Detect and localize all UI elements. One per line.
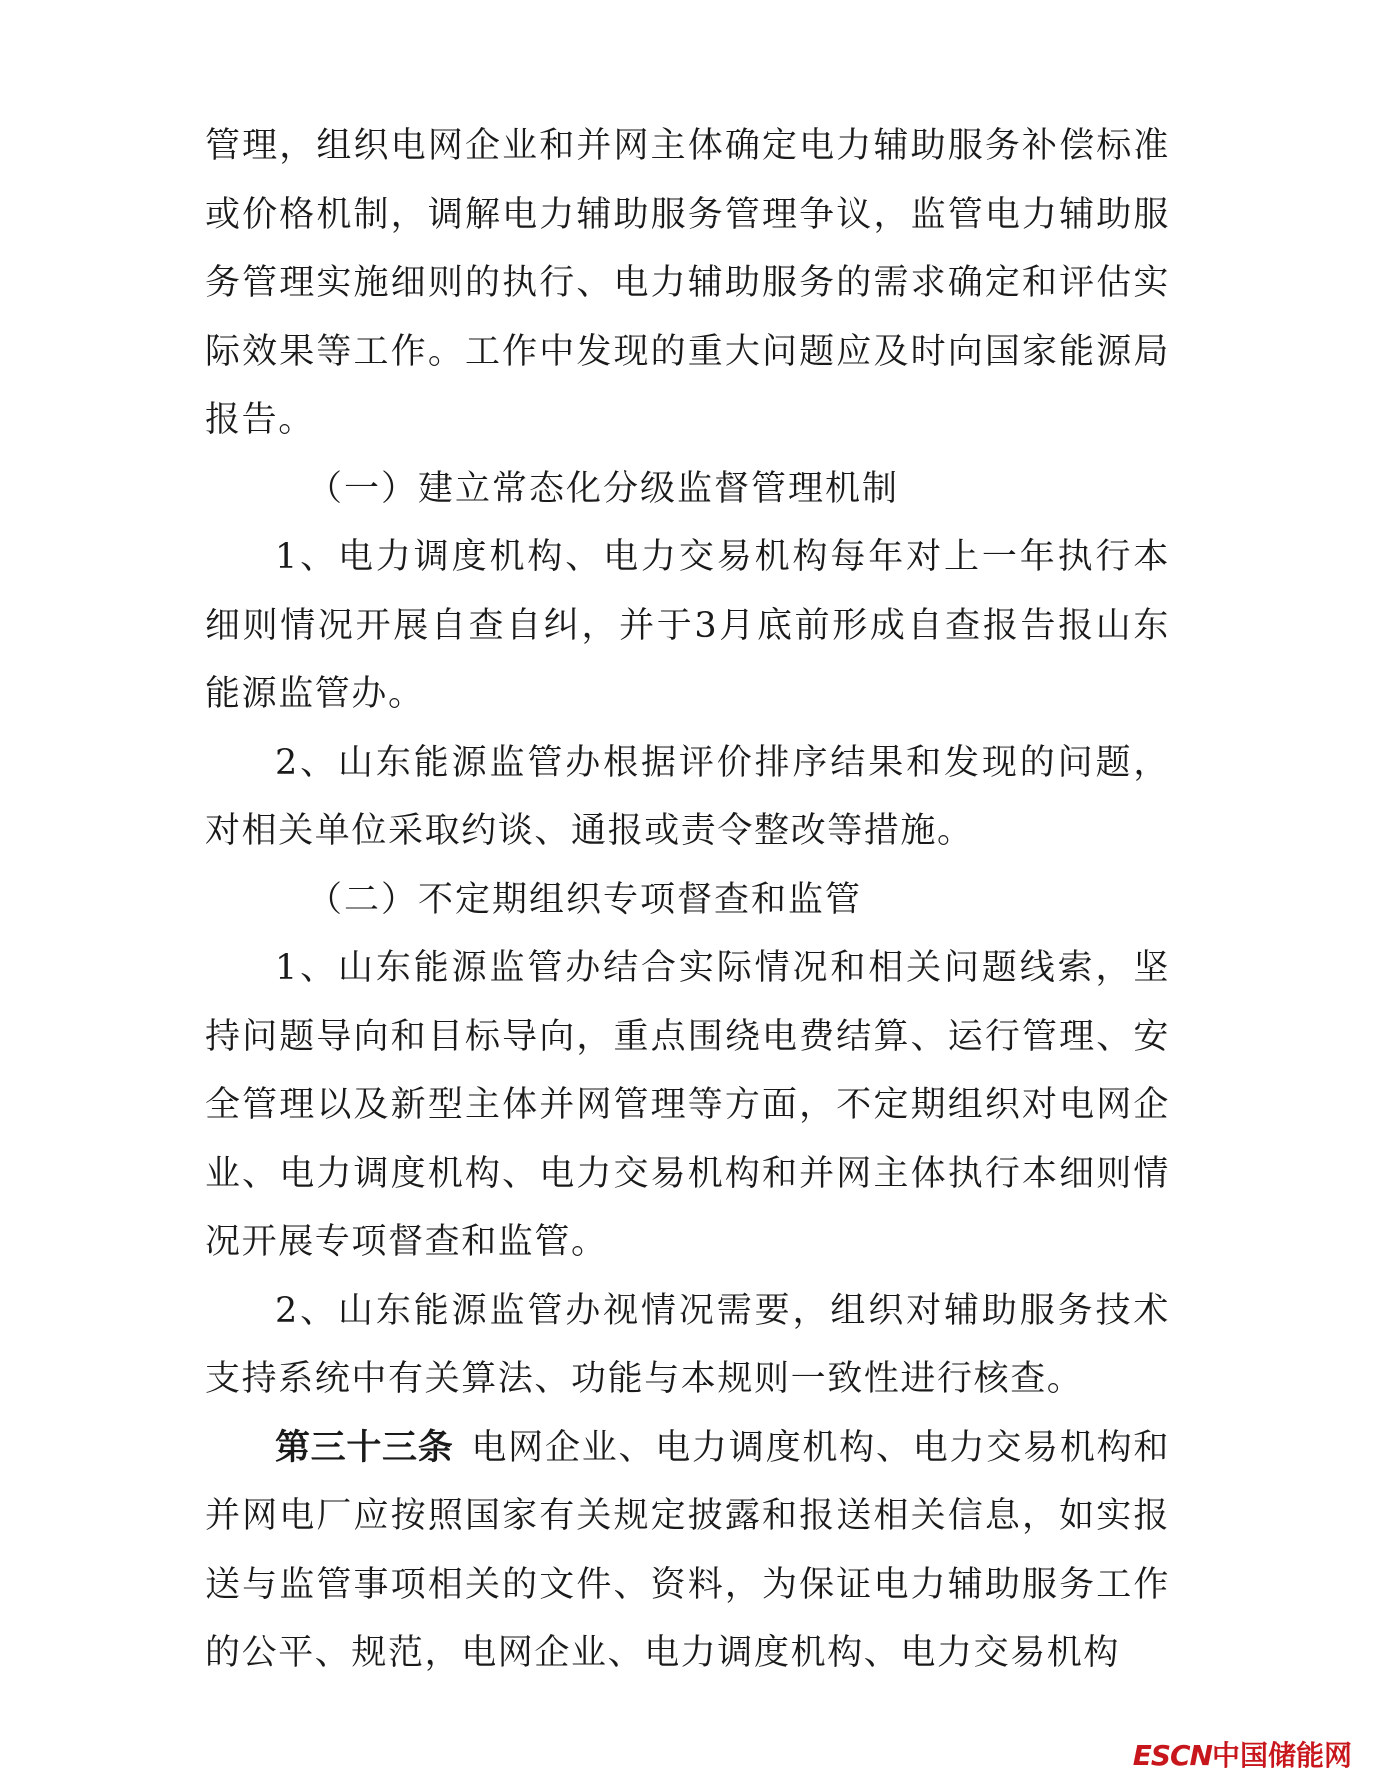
watermark-name: 中国储能网 bbox=[1211, 1739, 1352, 1772]
watermark-brand: ESCN bbox=[1132, 1739, 1212, 1772]
article-number: 第三十三条 bbox=[275, 1427, 454, 1468]
article-33 bbox=[205, 1414, 1170, 1688]
section-heading-2: （二）不定期组织专项督查和监管 bbox=[307, 879, 863, 920]
section-heading-1: （一）建立常态化分级监督管理机制 bbox=[307, 468, 900, 509]
list-item-2-2: 2、山东能源监管办视情况需要，组织对辅助服务技术支持系统中有关算法、功能与本规则一致性进行核查。 bbox=[205, 1290, 1170, 1399]
site-watermark-logo bbox=[1133, 1734, 1352, 1774]
list-item-1-1: 1、电力调度机构、电力交易机构每年对上一年执行本细则情况开展自查自纠，并于3月底前形成自查报告报山东能源监管办。 bbox=[205, 537, 1170, 714]
list-item-1-2: 2、山东能源监管办根据评价排序结果和发现的问题，对相关单位采取约谈、通报或责令整改等措施。 bbox=[205, 742, 1170, 851]
list-item-2-1: 1、山东能源监管办结合实际情况和相关问题线索，坚持问题导向和目标导向，重点围绕电费结算、运行管理、安全管理以及新型主体并网管理等方面，不定期组织对电网企业、电力调度机构、电力交易机构和并网主体执行本细则情况开展专项督查和监管。 bbox=[205, 948, 1170, 1262]
document-page bbox=[205, 112, 1170, 1688]
article-text: 电网企业、电力调度机构、电力交易机构和并网电厂应按照国家有关规定披露和报送相关信息，如实报送与监管事项相关的文件、资料，为保证电力辅助服务工作的公平、规范，电网企业、电力调度机构、电力交易机构 bbox=[205, 1427, 1170, 1673]
paragraph-continuation: 管理，组织电网企业和并网主体确定电力辅助服务补偿标准或价格机制，调解电力辅助服务管理争议，监管电力辅助服务管理实施细则的执行、电力辅助服务的需求确定和评估实际效果等工作。工作中发现的重大问题应及时向国家能源局报告。 bbox=[205, 126, 1170, 440]
